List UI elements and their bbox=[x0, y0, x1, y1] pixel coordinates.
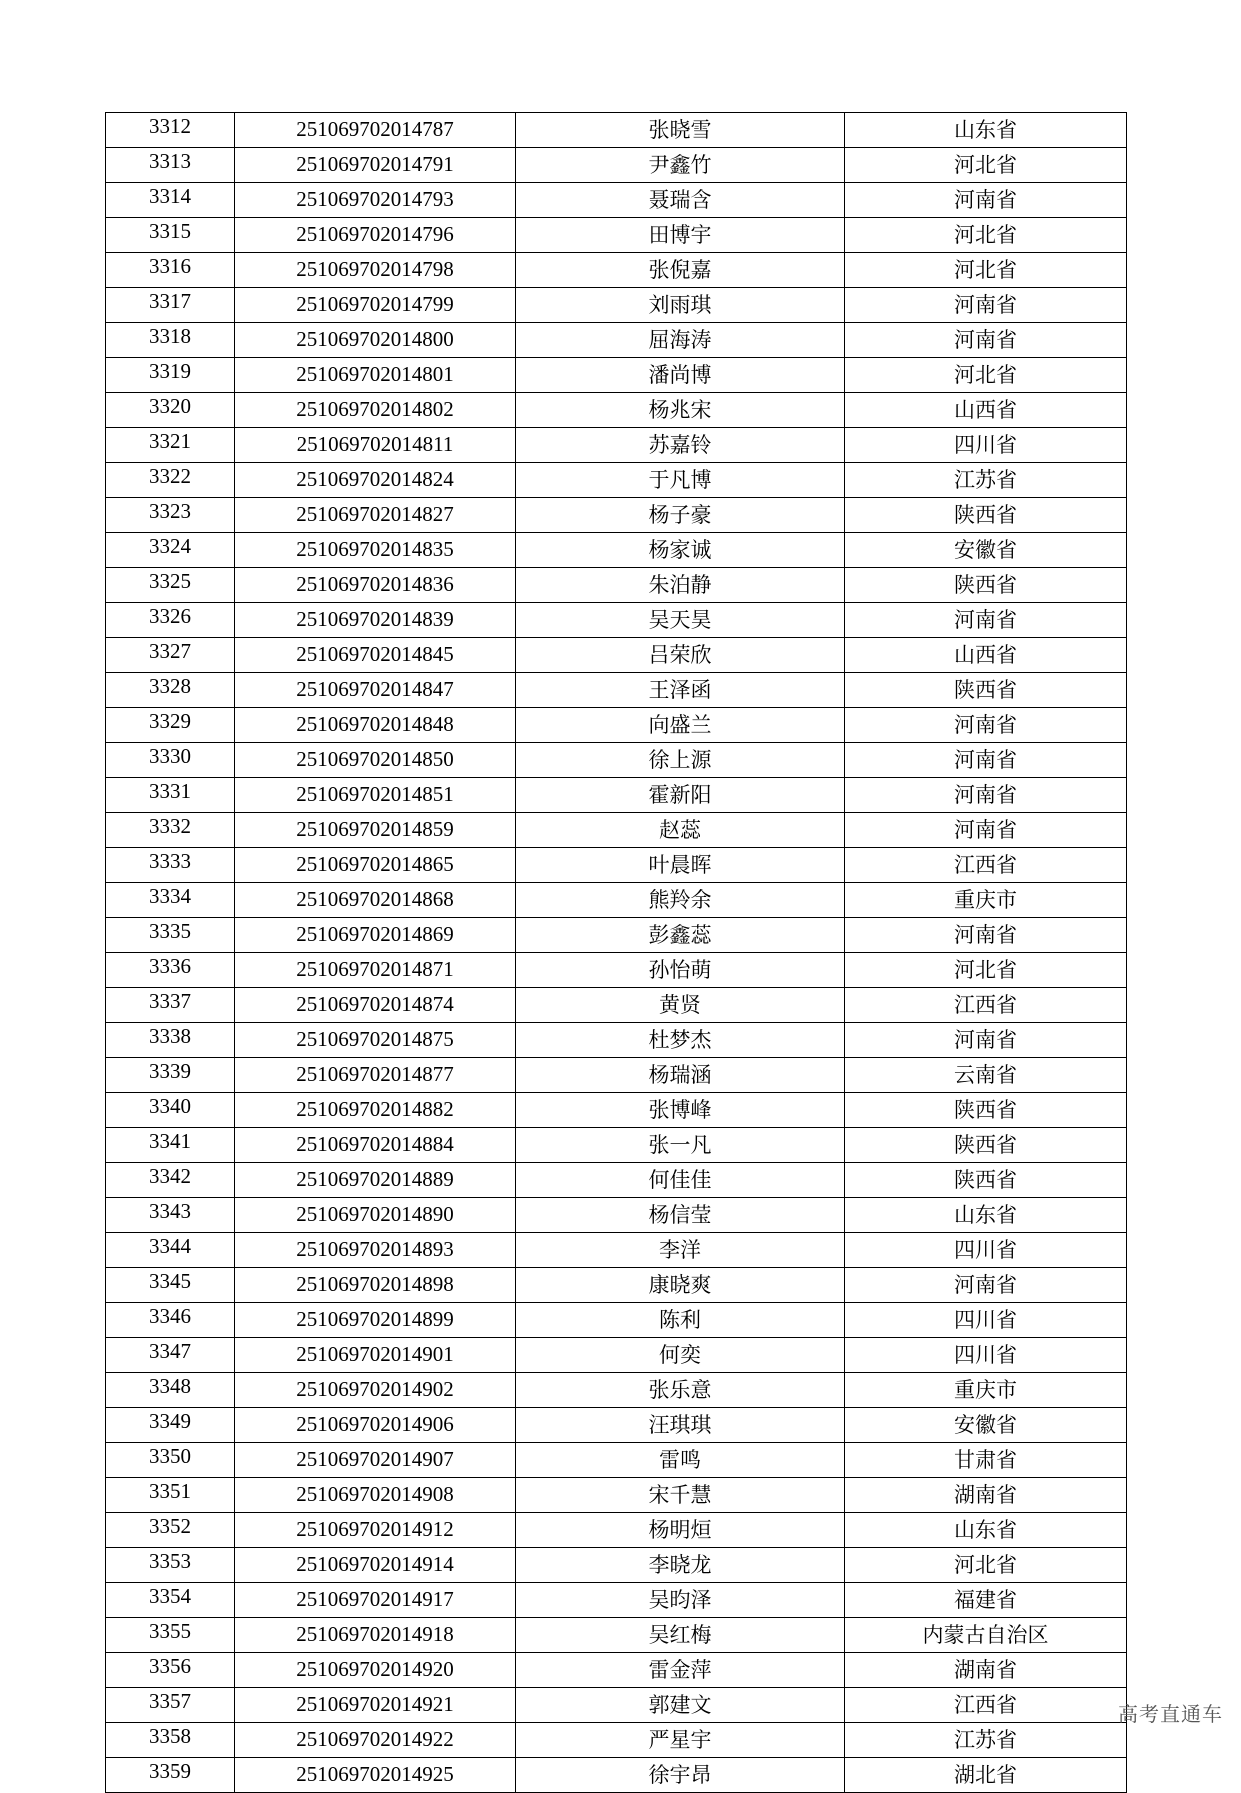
cell-province: 陕西省 bbox=[845, 1128, 1127, 1163]
cell-student-name: 黄贤 bbox=[516, 988, 845, 1023]
cell-province: 陕西省 bbox=[845, 498, 1127, 533]
cell-student-name: 张乐意 bbox=[516, 1373, 845, 1408]
cell-candidate-id: 251069702014850 bbox=[235, 743, 516, 778]
cell-candidate-id: 251069702014801 bbox=[235, 358, 516, 393]
cell-province: 湖南省 bbox=[845, 1478, 1127, 1513]
table-row bbox=[106, 148, 1127, 183]
cell-province: 山东省 bbox=[845, 1198, 1127, 1233]
cell-province: 江西省 bbox=[845, 848, 1127, 883]
roster-table-body bbox=[106, 113, 1127, 1793]
cell-student-name: 杨信莹 bbox=[516, 1198, 845, 1233]
cell-province: 河南省 bbox=[845, 603, 1127, 638]
cell-province: 陕西省 bbox=[845, 673, 1127, 708]
cell-candidate-id: 251069702014798 bbox=[235, 253, 516, 288]
cell-province: 河北省 bbox=[845, 953, 1127, 988]
table-row bbox=[106, 253, 1127, 288]
cell-candidate-id: 251069702014893 bbox=[235, 1233, 516, 1268]
cell-serial-number: 3350 bbox=[106, 1443, 235, 1478]
cell-student-name: 陈利 bbox=[516, 1303, 845, 1338]
table-row bbox=[106, 1723, 1127, 1758]
table-row bbox=[106, 1373, 1127, 1408]
cell-province: 河南省 bbox=[845, 1023, 1127, 1058]
cell-serial-number: 3340 bbox=[106, 1093, 235, 1128]
cell-serial-number: 3342 bbox=[106, 1163, 235, 1198]
cell-candidate-id: 251069702014925 bbox=[235, 1758, 516, 1793]
cell-student-name: 杜梦杰 bbox=[516, 1023, 845, 1058]
cell-serial-number: 3349 bbox=[106, 1408, 235, 1443]
cell-candidate-id: 251069702014906 bbox=[235, 1408, 516, 1443]
cell-province: 山西省 bbox=[845, 638, 1127, 673]
table-row bbox=[106, 1163, 1127, 1198]
table-row bbox=[106, 1548, 1127, 1583]
cell-student-name: 刘雨琪 bbox=[516, 288, 845, 323]
cell-candidate-id: 251069702014912 bbox=[235, 1513, 516, 1548]
table-row bbox=[106, 1023, 1127, 1058]
cell-province: 河北省 bbox=[845, 148, 1127, 183]
cell-student-name: 吴红梅 bbox=[516, 1618, 845, 1653]
cell-province: 四川省 bbox=[845, 1233, 1127, 1268]
cell-student-name: 吴昀泽 bbox=[516, 1583, 845, 1618]
table-row bbox=[106, 1303, 1127, 1338]
table-row bbox=[106, 708, 1127, 743]
table-row bbox=[106, 1618, 1127, 1653]
cell-serial-number: 3347 bbox=[106, 1338, 235, 1373]
cell-province: 河南省 bbox=[845, 708, 1127, 743]
cell-serial-number: 3316 bbox=[106, 253, 235, 288]
table-row bbox=[106, 1688, 1127, 1723]
table-row bbox=[106, 463, 1127, 498]
cell-student-name: 杨子豪 bbox=[516, 498, 845, 533]
cell-candidate-id: 251069702014836 bbox=[235, 568, 516, 603]
table-row bbox=[106, 288, 1127, 323]
cell-student-name: 徐宇昂 bbox=[516, 1758, 845, 1793]
cell-province: 湖北省 bbox=[845, 1758, 1127, 1793]
cell-serial-number: 3344 bbox=[106, 1233, 235, 1268]
cell-province: 山东省 bbox=[845, 113, 1127, 148]
cell-candidate-id: 251069702014835 bbox=[235, 533, 516, 568]
cell-serial-number: 3358 bbox=[106, 1723, 235, 1758]
cell-serial-number: 3337 bbox=[106, 988, 235, 1023]
cell-student-name: 汪琪琪 bbox=[516, 1408, 845, 1443]
cell-serial-number: 3327 bbox=[106, 638, 235, 673]
cell-serial-number: 3317 bbox=[106, 288, 235, 323]
cell-candidate-id: 251069702014921 bbox=[235, 1688, 516, 1723]
cell-candidate-id: 251069702014918 bbox=[235, 1618, 516, 1653]
cell-serial-number: 3353 bbox=[106, 1548, 235, 1583]
table-row bbox=[106, 428, 1127, 463]
cell-province: 四川省 bbox=[845, 1303, 1127, 1338]
table-row bbox=[106, 813, 1127, 848]
cell-serial-number: 3338 bbox=[106, 1023, 235, 1058]
cell-province: 福建省 bbox=[845, 1583, 1127, 1618]
cell-student-name: 李洋 bbox=[516, 1233, 845, 1268]
cell-province: 重庆市 bbox=[845, 1373, 1127, 1408]
cell-province: 云南省 bbox=[845, 1058, 1127, 1093]
cell-student-name: 张博峰 bbox=[516, 1093, 845, 1128]
cell-serial-number: 3348 bbox=[106, 1373, 235, 1408]
cell-serial-number: 3335 bbox=[106, 918, 235, 953]
cell-candidate-id: 251069702014791 bbox=[235, 148, 516, 183]
cell-student-name: 何奕 bbox=[516, 1338, 845, 1373]
cell-province: 河北省 bbox=[845, 253, 1127, 288]
cell-student-name: 李晓龙 bbox=[516, 1548, 845, 1583]
cell-serial-number: 3334 bbox=[106, 883, 235, 918]
cell-serial-number: 3354 bbox=[106, 1583, 235, 1618]
cell-candidate-id: 251069702014851 bbox=[235, 778, 516, 813]
cell-serial-number: 3352 bbox=[106, 1513, 235, 1548]
cell-student-name: 孙怡萌 bbox=[516, 953, 845, 988]
cell-candidate-id: 251069702014800 bbox=[235, 323, 516, 358]
cell-candidate-id: 251069702014901 bbox=[235, 1338, 516, 1373]
table-row bbox=[106, 603, 1127, 638]
cell-province: 山东省 bbox=[845, 1513, 1127, 1548]
table-row bbox=[106, 393, 1127, 428]
cell-candidate-id: 251069702014868 bbox=[235, 883, 516, 918]
table-row bbox=[106, 568, 1127, 603]
cell-serial-number: 3345 bbox=[106, 1268, 235, 1303]
cell-candidate-id: 251069702014920 bbox=[235, 1653, 516, 1688]
cell-candidate-id: 251069702014824 bbox=[235, 463, 516, 498]
cell-student-name: 吕荣欣 bbox=[516, 638, 845, 673]
cell-candidate-id: 251069702014847 bbox=[235, 673, 516, 708]
cell-student-name: 于凡博 bbox=[516, 463, 845, 498]
cell-serial-number: 3328 bbox=[106, 673, 235, 708]
table-row bbox=[106, 1198, 1127, 1233]
cell-candidate-id: 251069702014917 bbox=[235, 1583, 516, 1618]
table-row bbox=[106, 848, 1127, 883]
cell-candidate-id: 251069702014922 bbox=[235, 1723, 516, 1758]
cell-province: 陕西省 bbox=[845, 1093, 1127, 1128]
cell-serial-number: 3313 bbox=[106, 148, 235, 183]
cell-student-name: 潘尚博 bbox=[516, 358, 845, 393]
cell-student-name: 田博宇 bbox=[516, 218, 845, 253]
cell-candidate-id: 251069702014859 bbox=[235, 813, 516, 848]
cell-province: 河南省 bbox=[845, 743, 1127, 778]
cell-candidate-id: 251069702014889 bbox=[235, 1163, 516, 1198]
cell-student-name: 康晓爽 bbox=[516, 1268, 845, 1303]
cell-candidate-id: 251069702014882 bbox=[235, 1093, 516, 1128]
table-row bbox=[106, 113, 1127, 148]
cell-candidate-id: 251069702014907 bbox=[235, 1443, 516, 1478]
table-row bbox=[106, 1093, 1127, 1128]
cell-student-name: 彭鑫蕊 bbox=[516, 918, 845, 953]
cell-candidate-id: 251069702014848 bbox=[235, 708, 516, 743]
table-row bbox=[106, 533, 1127, 568]
cell-student-name: 屈海涛 bbox=[516, 323, 845, 358]
cell-student-name: 赵蕊 bbox=[516, 813, 845, 848]
cell-province: 河北省 bbox=[845, 1548, 1127, 1583]
table-row bbox=[106, 1758, 1127, 1793]
cell-province: 江西省 bbox=[845, 988, 1127, 1023]
cell-province: 江西省 bbox=[845, 1688, 1127, 1723]
cell-student-name: 徐上源 bbox=[516, 743, 845, 778]
cell-student-name: 何佳佳 bbox=[516, 1163, 845, 1198]
cell-candidate-id: 251069702014899 bbox=[235, 1303, 516, 1338]
cell-candidate-id: 251069702014787 bbox=[235, 113, 516, 148]
table-row bbox=[106, 1233, 1127, 1268]
cell-student-name: 严星宇 bbox=[516, 1723, 845, 1758]
cell-serial-number: 3326 bbox=[106, 603, 235, 638]
cell-candidate-id: 251069702014811 bbox=[235, 428, 516, 463]
table-row bbox=[106, 358, 1127, 393]
cell-student-name: 霍新阳 bbox=[516, 778, 845, 813]
cell-province: 河南省 bbox=[845, 183, 1127, 218]
cell-serial-number: 3325 bbox=[106, 568, 235, 603]
cell-serial-number: 3318 bbox=[106, 323, 235, 358]
cell-candidate-id: 251069702014827 bbox=[235, 498, 516, 533]
cell-province: 河北省 bbox=[845, 218, 1127, 253]
cell-candidate-id: 251069702014793 bbox=[235, 183, 516, 218]
cell-province: 安徽省 bbox=[845, 533, 1127, 568]
cell-student-name: 叶晨晖 bbox=[516, 848, 845, 883]
cell-serial-number: 3329 bbox=[106, 708, 235, 743]
cell-student-name: 张晓雪 bbox=[516, 113, 845, 148]
cell-student-name: 杨明烜 bbox=[516, 1513, 845, 1548]
cell-candidate-id: 251069702014845 bbox=[235, 638, 516, 673]
cell-student-name: 雷鸣 bbox=[516, 1443, 845, 1478]
cell-serial-number: 3312 bbox=[106, 113, 235, 148]
cell-province: 四川省 bbox=[845, 428, 1127, 463]
cell-candidate-id: 251069702014898 bbox=[235, 1268, 516, 1303]
cell-province: 内蒙古自治区 bbox=[845, 1618, 1127, 1653]
cell-province: 湖南省 bbox=[845, 1653, 1127, 1688]
cell-serial-number: 3330 bbox=[106, 743, 235, 778]
cell-candidate-id: 251069702014908 bbox=[235, 1478, 516, 1513]
table-row bbox=[106, 1268, 1127, 1303]
cell-candidate-id: 251069702014871 bbox=[235, 953, 516, 988]
cell-serial-number: 3343 bbox=[106, 1198, 235, 1233]
cell-candidate-id: 251069702014865 bbox=[235, 848, 516, 883]
table-row bbox=[106, 778, 1127, 813]
cell-serial-number: 3359 bbox=[106, 1758, 235, 1793]
cell-serial-number: 3336 bbox=[106, 953, 235, 988]
cell-province: 江苏省 bbox=[845, 1723, 1127, 1758]
cell-candidate-id: 251069702014914 bbox=[235, 1548, 516, 1583]
cell-student-name: 杨兆宋 bbox=[516, 393, 845, 428]
cell-student-name: 聂瑞含 bbox=[516, 183, 845, 218]
table-row bbox=[106, 323, 1127, 358]
cell-serial-number: 3356 bbox=[106, 1653, 235, 1688]
cell-candidate-id: 251069702014799 bbox=[235, 288, 516, 323]
table-row bbox=[106, 918, 1127, 953]
cell-student-name: 尹鑫竹 bbox=[516, 148, 845, 183]
cell-serial-number: 3351 bbox=[106, 1478, 235, 1513]
cell-student-name: 张一凡 bbox=[516, 1128, 845, 1163]
cell-serial-number: 3314 bbox=[106, 183, 235, 218]
table-row bbox=[106, 883, 1127, 918]
cell-serial-number: 3324 bbox=[106, 533, 235, 568]
cell-province: 河南省 bbox=[845, 1268, 1127, 1303]
cell-candidate-id: 251069702014884 bbox=[235, 1128, 516, 1163]
roster-table bbox=[105, 112, 1127, 1793]
cell-province: 河南省 bbox=[845, 323, 1127, 358]
cell-serial-number: 3315 bbox=[106, 218, 235, 253]
cell-province: 安徽省 bbox=[845, 1408, 1127, 1443]
table-row bbox=[106, 1128, 1127, 1163]
cell-candidate-id: 251069702014877 bbox=[235, 1058, 516, 1093]
cell-serial-number: 3320 bbox=[106, 393, 235, 428]
cell-serial-number: 3331 bbox=[106, 778, 235, 813]
table-row bbox=[106, 988, 1127, 1023]
cell-serial-number: 3319 bbox=[106, 358, 235, 393]
cell-candidate-id: 251069702014874 bbox=[235, 988, 516, 1023]
cell-province: 山西省 bbox=[845, 393, 1127, 428]
cell-province: 陕西省 bbox=[845, 1163, 1127, 1198]
cell-province: 河北省 bbox=[845, 358, 1127, 393]
cell-candidate-id: 251069702014802 bbox=[235, 393, 516, 428]
cell-candidate-id: 251069702014890 bbox=[235, 1198, 516, 1233]
table-row bbox=[106, 1653, 1127, 1688]
cell-candidate-id: 251069702014869 bbox=[235, 918, 516, 953]
cell-candidate-id: 251069702014902 bbox=[235, 1373, 516, 1408]
table-row bbox=[106, 1408, 1127, 1443]
cell-serial-number: 3355 bbox=[106, 1618, 235, 1653]
cell-province: 河南省 bbox=[845, 288, 1127, 323]
cell-serial-number: 3322 bbox=[106, 463, 235, 498]
table-row bbox=[106, 1513, 1127, 1548]
cell-student-name: 张倪嘉 bbox=[516, 253, 845, 288]
table-row bbox=[106, 1443, 1127, 1478]
cell-student-name: 雷金萍 bbox=[516, 1653, 845, 1688]
table-row bbox=[106, 498, 1127, 533]
cell-student-name: 吴天昊 bbox=[516, 603, 845, 638]
cell-candidate-id: 251069702014796 bbox=[235, 218, 516, 253]
cell-serial-number: 3332 bbox=[106, 813, 235, 848]
cell-student-name: 向盛兰 bbox=[516, 708, 845, 743]
cell-serial-number: 3333 bbox=[106, 848, 235, 883]
cell-province: 四川省 bbox=[845, 1338, 1127, 1373]
table-row bbox=[106, 673, 1127, 708]
cell-serial-number: 3323 bbox=[106, 498, 235, 533]
table-row bbox=[106, 743, 1127, 778]
cell-province: 甘肃省 bbox=[845, 1443, 1127, 1478]
table-row bbox=[106, 953, 1127, 988]
cell-serial-number: 3339 bbox=[106, 1058, 235, 1093]
cell-student-name: 熊羚余 bbox=[516, 883, 845, 918]
table-row bbox=[106, 183, 1127, 218]
cell-province: 陕西省 bbox=[845, 568, 1127, 603]
cell-serial-number: 3321 bbox=[106, 428, 235, 463]
cell-serial-number: 3341 bbox=[106, 1128, 235, 1163]
cell-province: 河南省 bbox=[845, 813, 1127, 848]
cell-student-name: 宋千慧 bbox=[516, 1478, 845, 1513]
cell-province: 河南省 bbox=[845, 918, 1127, 953]
cell-student-name: 杨瑞涵 bbox=[516, 1058, 845, 1093]
table-row bbox=[106, 1338, 1127, 1373]
cell-candidate-id: 251069702014839 bbox=[235, 603, 516, 638]
cell-student-name: 杨家诚 bbox=[516, 533, 845, 568]
cell-serial-number: 3346 bbox=[106, 1303, 235, 1338]
cell-student-name: 朱泊静 bbox=[516, 568, 845, 603]
cell-student-name: 郭建文 bbox=[516, 1688, 845, 1723]
cell-student-name: 苏嘉铃 bbox=[516, 428, 845, 463]
cell-candidate-id: 251069702014875 bbox=[235, 1023, 516, 1058]
table-row bbox=[106, 638, 1127, 673]
table-row bbox=[106, 1058, 1127, 1093]
cell-student-name: 王泽函 bbox=[516, 673, 845, 708]
cell-province: 江苏省 bbox=[845, 463, 1127, 498]
table-row bbox=[106, 1478, 1127, 1513]
cell-province: 重庆市 bbox=[845, 883, 1127, 918]
table-row bbox=[106, 1583, 1127, 1618]
table-row bbox=[106, 218, 1127, 253]
cell-province: 河南省 bbox=[845, 778, 1127, 813]
watermark-text: 高考直通车 bbox=[1118, 1702, 1223, 1726]
cell-serial-number: 3357 bbox=[106, 1688, 235, 1723]
